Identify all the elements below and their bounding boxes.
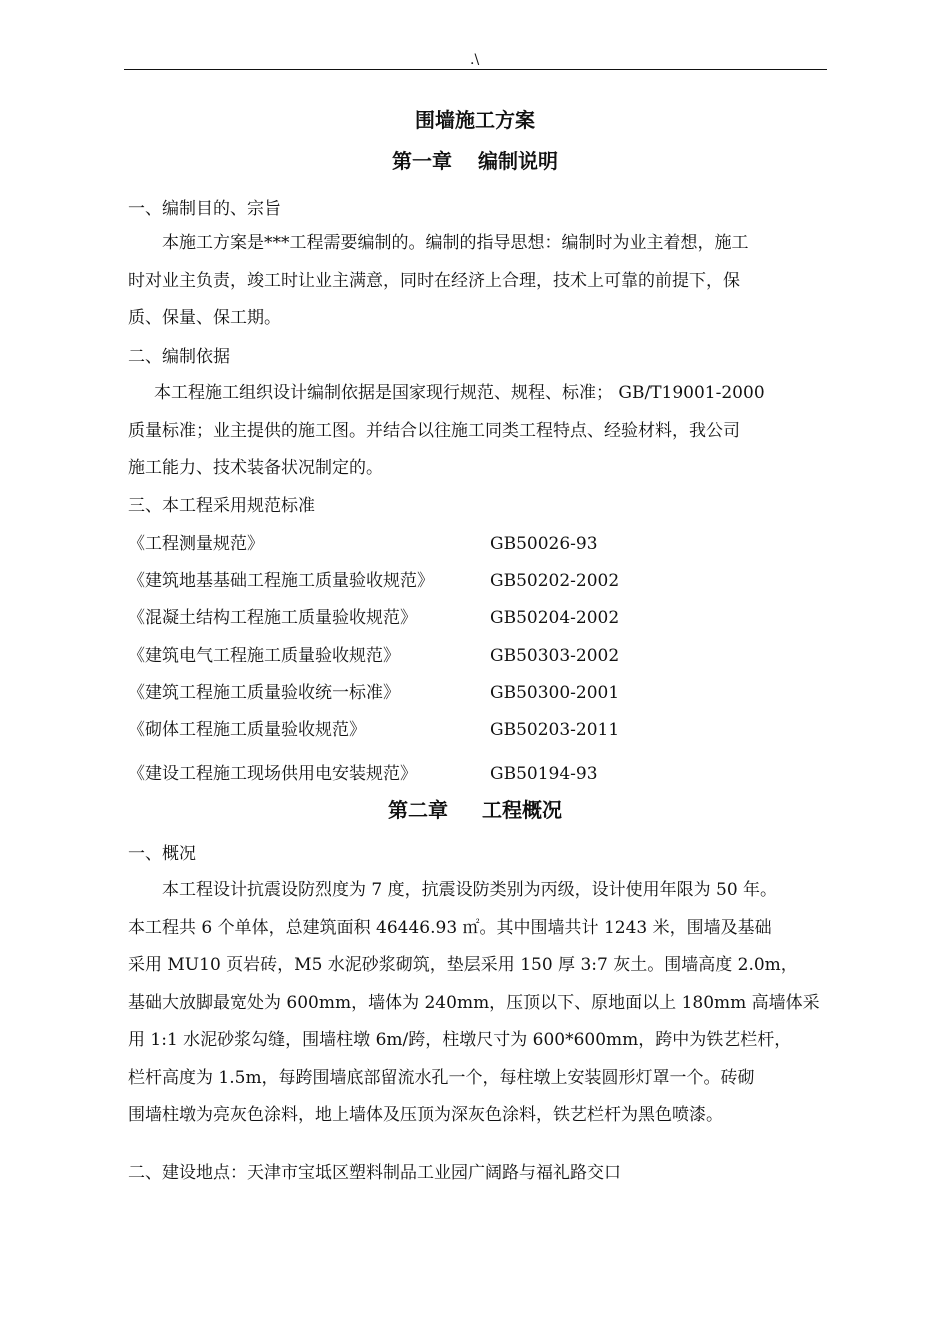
paragraph-line: 基础大放脚最宽处为 600mm，墙体为 240mm，压顶以下、原地面以上 180mm 高墙体采 <box>128 992 820 1013</box>
standard-code: GB50026-93 <box>490 534 598 554</box>
chapter-1-number: 第一章 <box>392 149 452 173</box>
standard-code: GB50203-2011 <box>490 720 620 740</box>
paragraph-line: 栏杆高度为 1.5m，每跨围墙底部留流水孔一个，每柱墩上安装圆形灯罩一个。砖砌 <box>128 1067 755 1088</box>
chapter-2-number: 第二章 <box>388 798 448 822</box>
paragraph-line: 质量标准；业主提供的施工图。并结合以往施工同类工程特点、经验材料，我公司 <box>128 420 740 441</box>
paragraph-line: 本工程设计抗震设防烈度为 7 度，抗震设防类别为丙级，设计使用年限为 50 年。 <box>162 880 778 900</box>
paragraph-line: 本施工方案是***工程需要编制的。编制的指导思想：编制时为业主着想，施工 <box>162 233 749 253</box>
standard-name: 《建筑电气工程施工质量验收规范》 <box>128 646 400 666</box>
document-title: 围墙施工方案 <box>415 108 535 132</box>
paragraph-line: 本工程共 6 个单体，总建筑面积 46446.93 ㎡。其中围墙共计 1243 米，围墙及基础 <box>128 917 772 938</box>
paragraph-line: 用 1:1 水泥砂浆勾缝，围墙柱墩 6m/跨，柱墩尺寸为 600*600mm，跨中为铁艺栏杆， <box>128 1030 792 1050</box>
standard-code: GB50194-93 <box>490 764 598 784</box>
paragraph-line: 时对业主负责，竣工时让业主满意，同时在经济上合理，技术上可靠的前提下，保 <box>128 270 740 291</box>
header-mark: .\ <box>470 52 480 68</box>
paragraph-line: 围墙柱墩为亮灰色涂料，地上墙体及压顶为深灰色涂料，铁艺栏杆为黑色喷漆。 <box>128 1105 723 1125</box>
standard-name: 《砌体工程施工质量验收规范》 <box>128 720 366 740</box>
overview-paragraph <box>128 872 826 1135</box>
standard-name: 《混凝土结构工程施工质量验收规范》 <box>128 608 417 628</box>
chapter-2-name: 工程概况 <box>482 798 562 822</box>
paragraph-line: 采用 MU10 页岩砖，M5 水泥砂浆砌筑，垫层采用 150 厚 3:7 灰土。围墙高度 2.0m， <box>128 955 798 975</box>
paragraph-line: 本工程施工组织设计编制依据是国家现行规范、规程、标准； GB/T19001-2000 <box>154 383 765 403</box>
chapter-1-title <box>0 148 950 174</box>
standard-name: 《建筑地基基础工程施工质量验收规范》 <box>128 571 434 591</box>
section-1-paragraph <box>128 225 826 338</box>
standard-name: 《建筑工程施工质量验收统一标准》 <box>128 683 400 703</box>
chapter-2-title <box>0 797 950 823</box>
chapter-1-name: 编制说明 <box>478 149 558 173</box>
section-2-heading: 二、编制依据 <box>128 347 230 367</box>
standard-name: 《工程测量规范》 <box>128 534 264 554</box>
section-2-paragraph <box>128 375 826 488</box>
section-3-heading: 三、本工程采用规范标准 <box>128 496 315 516</box>
standard-code: GB50204-2002 <box>490 608 620 628</box>
standard-code: GB50303-2002 <box>490 646 620 666</box>
standard-name: 《建设工程施工现场供用电安装规范》 <box>128 764 417 784</box>
location-line: 二、建设地点：天津市宝坻区塑料制品工业园广阔路与福礼路交口 <box>128 1163 621 1183</box>
paragraph-line: 施工能力、技术装备状况制定的。 <box>128 458 383 478</box>
standard-code: GB50202-2002 <box>490 571 620 591</box>
standard-code: GB50300-2001 <box>490 683 620 703</box>
section-1-heading: 一、编制目的、宗旨 <box>128 199 281 219</box>
header-rule <box>124 69 827 70</box>
overview-heading: 一、概况 <box>128 844 196 864</box>
paragraph-line: 质、保量、保工期。 <box>128 308 281 328</box>
